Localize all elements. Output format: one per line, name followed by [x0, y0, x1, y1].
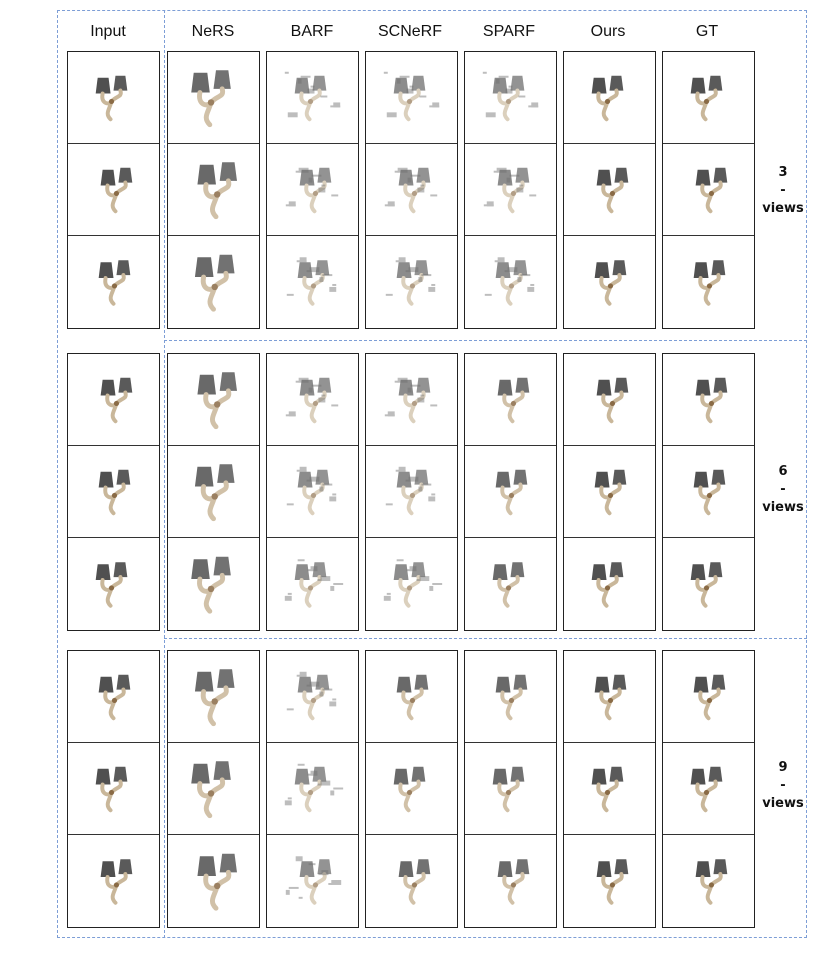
rendered-view-image: [68, 52, 159, 144]
rendered-view-image: [168, 144, 259, 236]
rendered-view-image: [663, 651, 754, 743]
column-header-input: Input: [90, 23, 126, 40]
lamp-render: [191, 557, 231, 611]
group-dash: -: [780, 183, 786, 198]
lamp-render: [399, 859, 431, 903]
lamp-render: [597, 859, 629, 903]
rendered-view-image: [267, 354, 358, 446]
rendered-view-image: [267, 236, 358, 328]
group-label-3-views: [758, 164, 808, 218]
lamp-render: [99, 470, 131, 514]
rendered-view-image: [465, 236, 556, 328]
group-dash: -: [780, 482, 786, 497]
rendered-view-image: [564, 835, 655, 927]
column-header-scnerf: SCNeRF: [377, 23, 442, 40]
lamp-render: [298, 470, 330, 514]
lamp-render: [496, 260, 528, 304]
lamp-render: [96, 562, 128, 606]
lamp-render: [394, 767, 426, 811]
rendered-view-image: [68, 144, 159, 236]
image-column-barf-6-views: [266, 353, 359, 631]
lamp-render: [498, 859, 530, 903]
group-unit: views: [762, 500, 804, 515]
rendered-view-image: [465, 52, 556, 144]
rendered-view-image: [564, 144, 655, 236]
rendered-view-image: [267, 835, 358, 927]
image-column-gt-9-views: [662, 650, 755, 928]
group-separator-2: [164, 638, 807, 639]
column-header-barf: BARF: [290, 23, 334, 40]
lamp-render: [197, 372, 237, 426]
rendered-view-image: [663, 835, 754, 927]
rendered-view-image: [465, 651, 556, 743]
rendered-view-image: [663, 446, 754, 538]
image-column-barf-3-views: [266, 51, 359, 329]
lamp-render: [498, 378, 530, 422]
rendered-view-image: [267, 538, 358, 630]
lamp-render: [691, 76, 723, 120]
image-column-input-3-views: [67, 51, 160, 329]
lamp-render: [394, 562, 426, 606]
lamp-render: [595, 675, 627, 719]
lamp-render: [397, 470, 429, 514]
column-header-sparf: SPARF: [482, 23, 536, 40]
rendered-view-image: [267, 446, 358, 538]
column-header-ours: Ours: [590, 23, 626, 40]
rendered-view-image: [68, 743, 159, 835]
lamp-render: [498, 168, 530, 212]
image-column-ours-9-views: [563, 650, 656, 928]
lamp-render: [191, 761, 231, 815]
rendered-view-image: [366, 236, 457, 328]
lamp-render: [195, 464, 235, 518]
image-column-barf-9-views: [266, 650, 359, 928]
rendered-view-image: [168, 236, 259, 328]
column-header-ners: NeRS: [191, 23, 235, 40]
lamp-render: [592, 767, 624, 811]
rendered-view-image: [366, 835, 457, 927]
render-artifacts: [285, 764, 343, 806]
group-separator-1: [164, 340, 807, 341]
image-column-scnerf-9-views: [365, 650, 458, 928]
rendered-view-image: [366, 354, 457, 446]
rendered-view-image: [366, 651, 457, 743]
lamp-render: [597, 378, 629, 422]
rendered-view-image: [663, 354, 754, 446]
group-count: 3: [778, 165, 788, 180]
lamp-render: [496, 470, 528, 514]
group-label-6-views: [758, 463, 808, 517]
rendered-view-image: [663, 236, 754, 328]
rendered-view-image: [366, 52, 457, 144]
lamp-render: [101, 168, 133, 212]
rendered-view-image: [663, 743, 754, 835]
rendered-view-image: [564, 52, 655, 144]
rendered-view-image: [168, 354, 259, 446]
image-column-input-6-views: [67, 353, 160, 631]
rendered-view-image: [465, 743, 556, 835]
column-header-gt: GT: [695, 23, 719, 40]
rendered-view-image: [663, 52, 754, 144]
lamp-render: [300, 378, 332, 422]
group-label-9-views: [758, 759, 808, 813]
rendered-view-image: [564, 651, 655, 743]
lamp-render: [694, 260, 726, 304]
rendered-view-image: [267, 52, 358, 144]
image-column-scnerf-6-views: [365, 353, 458, 631]
lamp-render: [298, 675, 330, 719]
group-unit: views: [762, 796, 804, 811]
render-artifacts: [384, 72, 439, 118]
lamp-render: [399, 168, 431, 212]
rendered-view-image: [564, 354, 655, 446]
rendered-view-image: [366, 743, 457, 835]
rendered-view-image: [465, 446, 556, 538]
rendered-view-image: [366, 446, 457, 538]
rendered-view-image: [465, 144, 556, 236]
lamp-render: [592, 76, 624, 120]
lamp-render: [96, 767, 128, 811]
image-column-scnerf-3-views: [365, 51, 458, 329]
rendered-view-image: [564, 538, 655, 630]
lamp-render: [696, 859, 728, 903]
rendered-view-image: [267, 144, 358, 236]
lamp-render: [298, 260, 330, 304]
rendered-view-image: [68, 236, 159, 328]
lamp-render: [694, 470, 726, 514]
lamp-render: [496, 675, 528, 719]
rendered-view-image: [465, 835, 556, 927]
lamp-render: [595, 260, 627, 304]
lamp-render: [295, 562, 327, 606]
image-column-ners-6-views: [167, 353, 260, 631]
input-column-divider: [164, 10, 165, 938]
rendered-view-image: [663, 144, 754, 236]
rendered-view-image: [168, 446, 259, 538]
lamp-render: [295, 767, 327, 811]
lamp-render: [595, 470, 627, 514]
lamp-render: [300, 859, 332, 903]
lamp-render: [597, 168, 629, 212]
rendered-view-image: [168, 52, 259, 144]
rendered-view-image: [68, 446, 159, 538]
lamp-render: [493, 562, 525, 606]
lamp-render: [691, 767, 723, 811]
rendered-view-image: [366, 144, 457, 236]
lamp-render: [592, 562, 624, 606]
rendered-view-image: [564, 446, 655, 538]
image-column-ours-6-views: [563, 353, 656, 631]
render-artifacts: [285, 72, 340, 118]
rendered-view-image: [267, 651, 358, 743]
image-column-input-9-views: [67, 650, 160, 928]
rendered-view-image: [465, 354, 556, 446]
render-artifacts: [384, 559, 442, 601]
image-column-ners-9-views: [167, 650, 260, 928]
lamp-render: [101, 378, 133, 422]
lamp-render: [99, 675, 131, 719]
rendered-view-image: [267, 743, 358, 835]
group-count: 9: [778, 760, 788, 775]
rendered-view-image: [564, 743, 655, 835]
image-column-sparf-6-views: [464, 353, 557, 631]
lamp-render: [696, 168, 728, 212]
lamp-render: [691, 562, 723, 606]
lamp-render: [195, 255, 235, 309]
lamp-render: [191, 70, 231, 124]
rendered-view-image: [168, 651, 259, 743]
image-column-sparf-9-views: [464, 650, 557, 928]
image-column-gt-3-views: [662, 51, 755, 329]
rendered-view-image: [68, 651, 159, 743]
image-column-gt-6-views: [662, 353, 755, 631]
lamp-render: [195, 669, 235, 723]
image-column-ners-3-views: [167, 51, 260, 329]
group-count: 6: [778, 464, 788, 479]
rendered-view-image: [168, 538, 259, 630]
lamp-render: [99, 260, 131, 304]
rendered-view-image: [168, 743, 259, 835]
group-dash: -: [780, 778, 786, 793]
rendered-view-image: [68, 835, 159, 927]
lamp-render: [96, 76, 128, 120]
lamp-render: [397, 675, 429, 719]
lamp-render: [399, 378, 431, 422]
lamp-render: [397, 260, 429, 304]
rendered-view-image: [663, 538, 754, 630]
rendered-view-image: [366, 538, 457, 630]
lamp-render: [696, 378, 728, 422]
rendered-view-image: [564, 236, 655, 328]
lamp-render: [300, 168, 332, 212]
render-artifacts: [285, 559, 343, 601]
rendered-view-image: [68, 538, 159, 630]
lamp-render: [694, 675, 726, 719]
rendered-view-image: [465, 538, 556, 630]
image-column-sparf-3-views: [464, 51, 557, 329]
lamp-render: [493, 767, 525, 811]
group-unit: views: [762, 201, 804, 216]
lamp-render: [101, 859, 133, 903]
rendered-view-image: [68, 354, 159, 446]
render-artifacts: [483, 72, 538, 118]
lamp-render: [197, 162, 237, 216]
image-column-ours-3-views: [563, 51, 656, 329]
lamp-render: [197, 854, 237, 908]
rendered-view-image: [168, 835, 259, 927]
